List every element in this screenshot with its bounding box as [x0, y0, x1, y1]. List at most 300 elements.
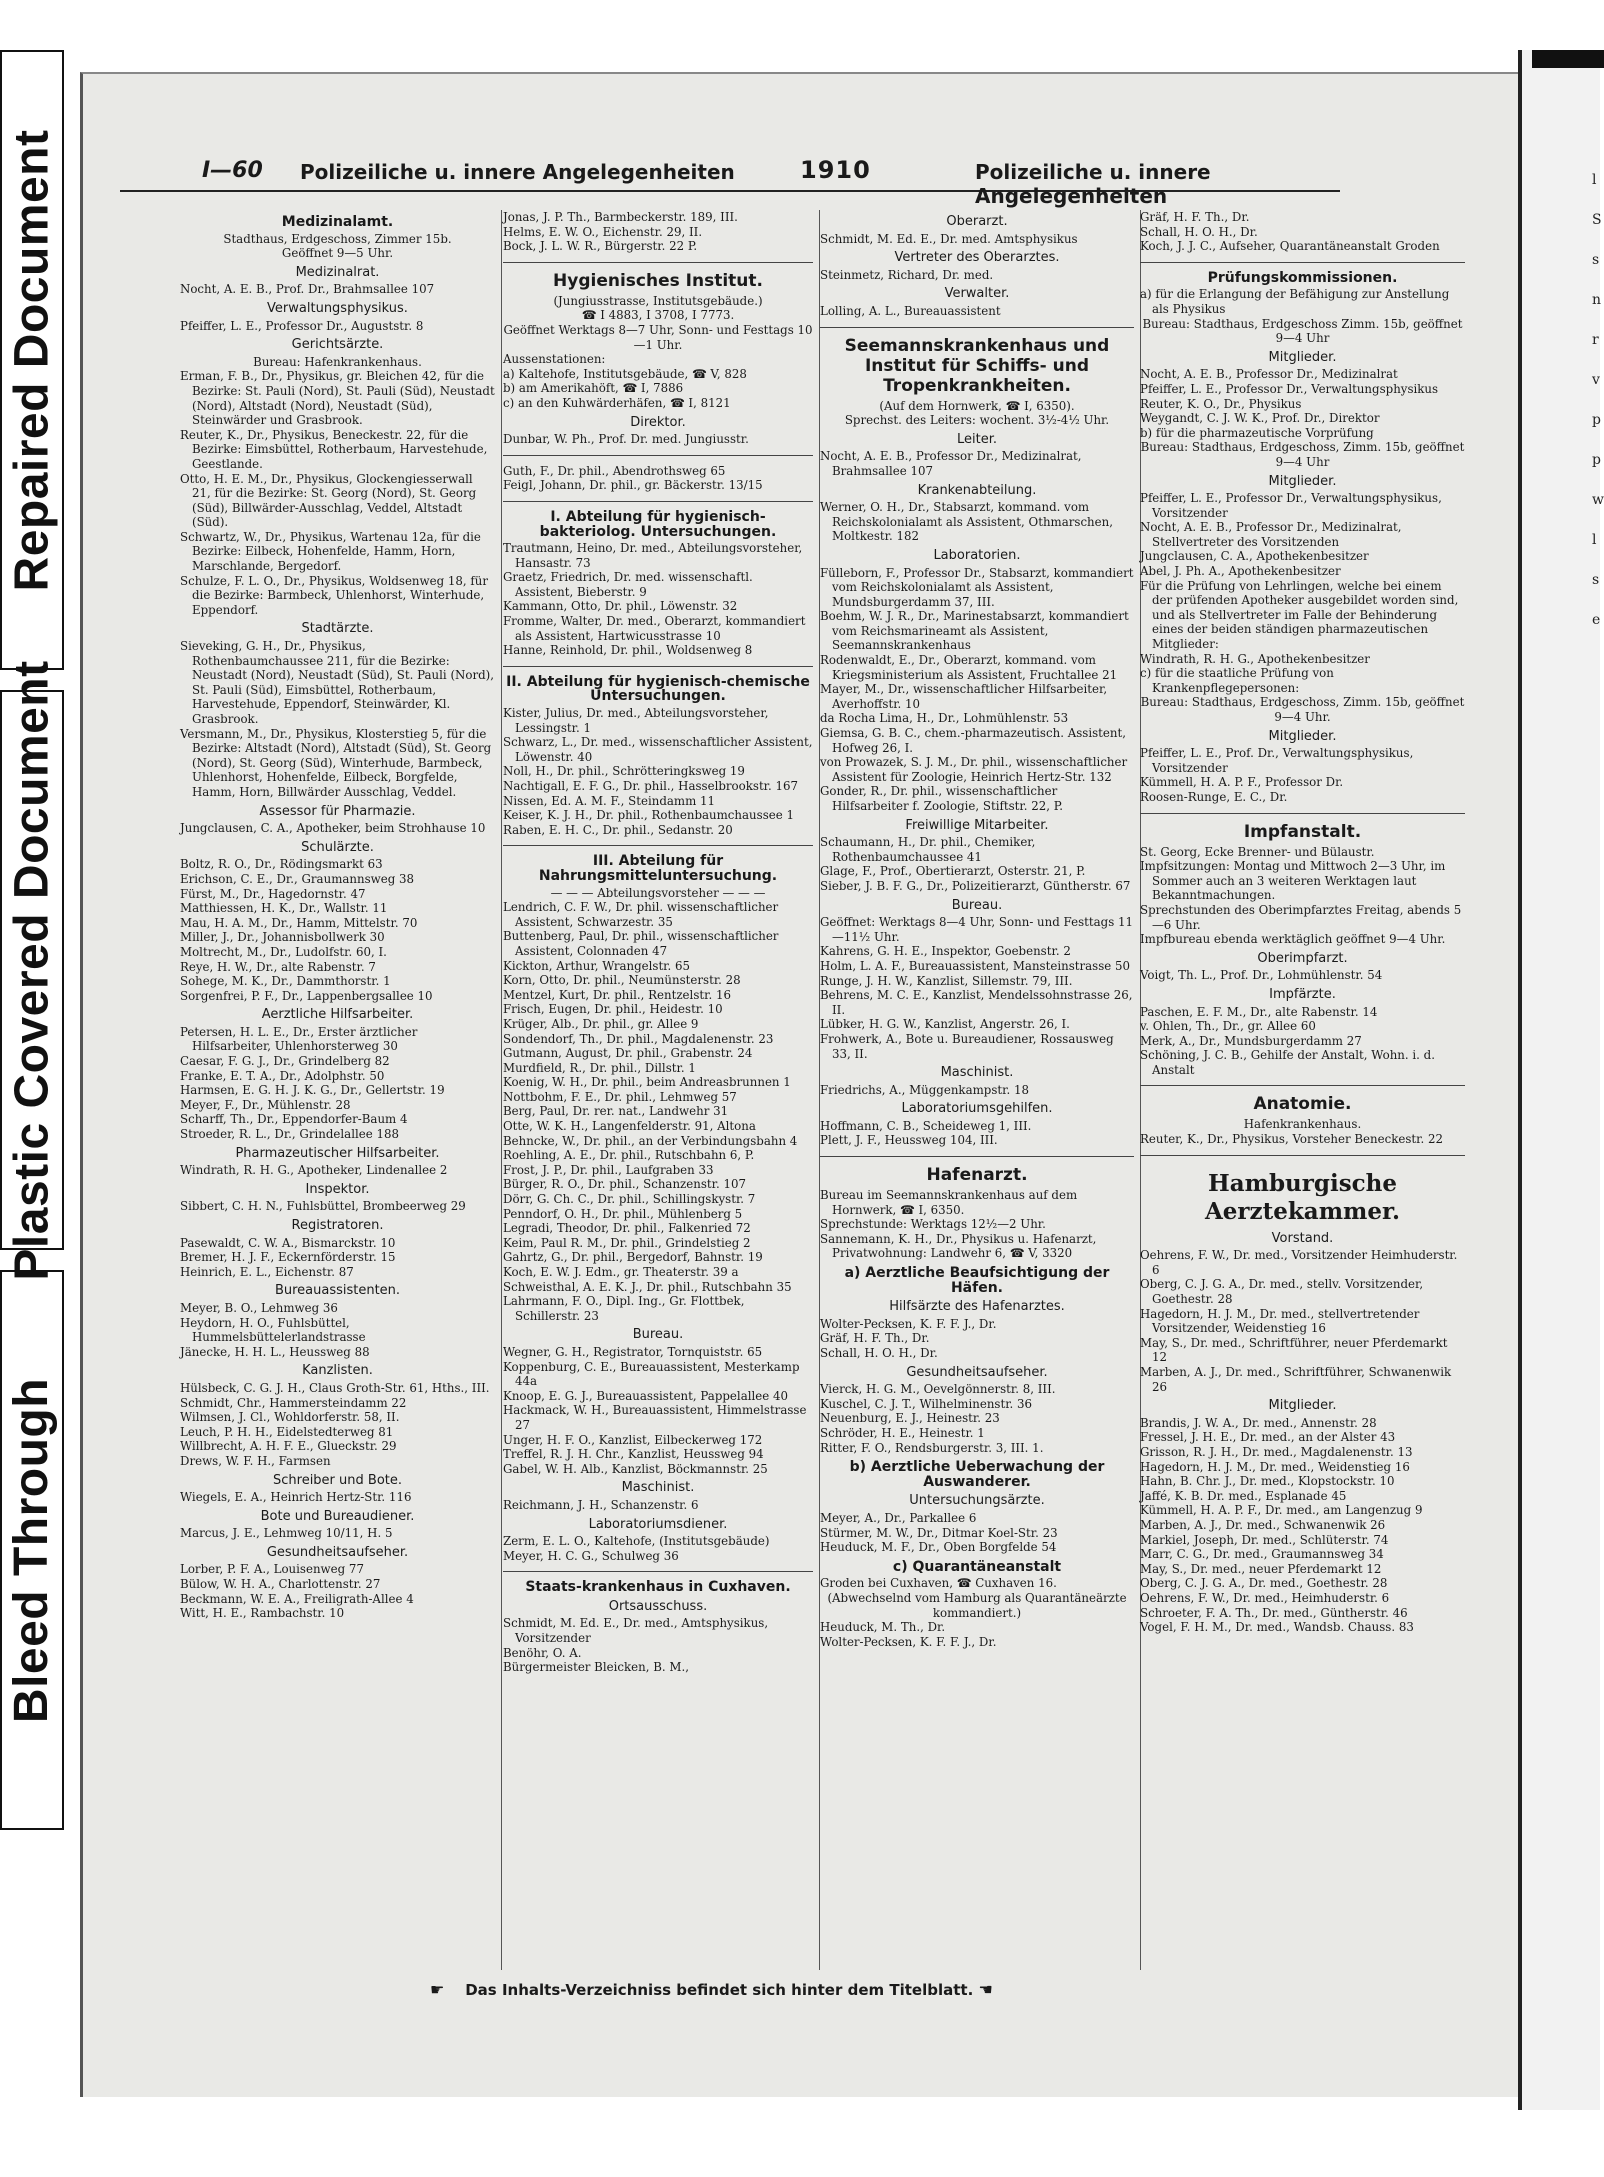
directory-entry: Dunbar, W. Ph., Prof. Dr. med. Jungiusstr.	[503, 432, 749, 447]
pointing-hand-left-icon: ☛	[430, 1980, 445, 1999]
directory-entry: Paschen, E. F. M., Dr., alte Rabenstr. 14	[1140, 1004, 1378, 1019]
directory-entry: Knoop, E. G. J., Bureauassistent, Pappelallee 40	[503, 1388, 788, 1403]
directory-entry: Giemsa, G. B. C., chem.-pharmazeutisch. Assistent, Hofweg 26, I.	[820, 726, 1126, 755]
edge-letter: n	[1592, 292, 1602, 308]
divider-rule	[503, 501, 813, 502]
sub-heading: Verwaltungsphysikus.	[267, 300, 408, 316]
directory-entry: Pfeiffer, L. E., Professor Dr., Auguststr. 8	[180, 318, 424, 333]
directory-entry: Wiegels, E. A., Heinrich Hertz-Str. 116	[180, 1490, 412, 1505]
directory-entry: Nottbohm, F. E., Dr. phil., Lehmweg 57	[503, 1089, 737, 1104]
directory-entry: Oehrens, F. W., Dr. med., Heimhuderstr. 6	[1140, 1590, 1390, 1605]
institution-heading: Impfanstalt.	[1243, 821, 1362, 842]
directory-entry: Graetz, Friedrich, Dr. med. wissenschaftl. Assistent, Bieberstr. 9	[503, 570, 753, 599]
header-year: 1910	[800, 156, 871, 184]
directory-entry: Behrens, M. C. E., Kanzlist, Mendelssohnstrasse 26, II.	[820, 988, 1133, 1017]
directory-entry: b) am Amerikahöft, ☎ I, 7886	[503, 381, 684, 396]
directory-entry: Weygandt, C. J. W. K., Prof. Dr., Direktor	[1140, 411, 1380, 426]
column-4	[1140, 210, 1465, 1970]
directory-entry: Wolter-Pecksen, K. F. F. J., Dr.	[820, 1316, 997, 1331]
directory-entry: Für die Prüfung von Lehrlingen, welche bei einem der prüfenden Apotheker ausgebildet worden sind, und als Stellvertreter im Falle der Behinderung eines der beiden ständigen pharmazeutischen Mitglieder:	[1140, 578, 1459, 652]
directory-entry: Koch, J. J. C., Aufseher, Quarantäneanstalt Groden	[1140, 239, 1440, 254]
sub-heading: Kanzlisten.	[302, 1363, 373, 1379]
edge-black-mark	[1532, 50, 1604, 68]
sub-heading: Laboratorien.	[933, 547, 1021, 563]
info-line: Stadthaus, Erdgeschoss, Zimmer 15b.	[223, 231, 452, 246]
directory-entry: Oberg, C. J. G. A., Dr. med., stellv. Vorsitzender, Goethestr. 28	[1140, 1277, 1424, 1307]
directory-entry: Frost, J. P., Dr. phil., Laufgraben 33	[503, 1162, 714, 1177]
directory-entry: Jonas, J. P. Th., Barmbeckerstr. 189, III.	[503, 210, 738, 224]
directory-entry: Penndorf, O. H., Dr. phil., Mühlenberg 5	[503, 1206, 743, 1221]
directory-entry: Drews, W. F. H., Farmsen	[180, 1453, 331, 1468]
section-heading: II. Abteilung für hygienisch-chemische Untersuchungen.	[506, 673, 810, 705]
directory-entry: Willbrecht, A. H. F. E., Glueckstr. 29	[180, 1439, 397, 1454]
directory-entry: Reuter, K., Dr., Physikus, Beneckestr. 22, für die Bezirke: Eimsbüttel, Rotherbaum, Harvestehude, Geestlande.	[180, 427, 488, 471]
directory-entry: Nocht, A. E. B., Professor Dr., Medizinalrat, Stellvertreter des Vorsitzenden	[1140, 520, 1402, 549]
directory-entry: von Prowazek, S. J. M., Dr. phil., wissenschaftlicher Assistent für Zoologie, Heinrich Hertz-Str. 132	[820, 755, 1128, 784]
directory-entry: Kammann, Otto, Dr. phil., Löwenstr. 32	[503, 599, 738, 614]
section-heading: b) Aerztliche Ueberwachung der Auswanderer.	[849, 1459, 1105, 1490]
directory-entry: Stroeder, R. L., Dr., Grindelallee 188	[180, 1127, 399, 1142]
directory-entry: Gabel, W. H. Alb., Kanzlist, Böckmannstr. 25	[503, 1461, 768, 1476]
directory-entry: Bürger, R. O., Dr. phil., Schanzenstr. 107	[503, 1177, 747, 1192]
directory-entry: Nocht, A. E. B., Professor Dr., Medizinalrat, Brahmsallee 107	[820, 449, 1082, 478]
sub-heading: Bote und Bureaudiener.	[260, 1508, 415, 1524]
directory-entry: Oberg, C. J. G. A., Dr. med., Goethestr. 28	[1140, 1576, 1388, 1591]
directory-entry: Oehrens, F. W., Dr. med., Vorsitzender Heimhuderstr. 6	[1140, 1248, 1458, 1277]
directory-entry: Otto, H. E. M., Dr., Physikus, Glockengiesserwall 21, für die Bezirke: St. Georg (Nord), St. Georg (Süd), Billwärder-Ausschlag, Veddel, Altstadt (Süd).	[180, 471, 477, 530]
directory-entry: Schmidt, M. Ed. E., Dr. med. Amtsphysikus	[820, 231, 1078, 246]
directory-entry: Plett, J. F., Heussweg 104, III.	[820, 1133, 998, 1148]
directory-entry: Hoffmann, C. B., Scheideweg 1, III.	[820, 1118, 1032, 1133]
info-line: (Auf dem Hornwerk, ☎ I, 6350).	[879, 398, 1075, 413]
directory-entry: Ritter, F. O., Rendsburgerstr. 3, III. 1.	[820, 1440, 1044, 1455]
sub-heading: Schreiber und Bote.	[273, 1472, 402, 1488]
directory-entry: Kahrens, G. H. E., Inspektor, Goebenstr. 2	[820, 944, 1071, 959]
info-line: Bureau: Stadthaus, Erdgeschoss Zimm. 15b, geöffnet 9—4 Uhr	[1142, 316, 1463, 346]
directory-entry: Roehling, A. E., Dr. phil., Rutschbahn 6, P.	[503, 1148, 755, 1163]
sub-heading: Assessor für Pharmazie.	[259, 803, 416, 819]
directory-entry: Erman, F. B., Dr., Physikus, gr. Bleichen 42, für die Bezirke: St. Pauli (Nord), St. Pauli (Süd), Neustadt (Nord), Altstadt (Nord), Neustadt (Süd), Steinwärder und Grasbrook.	[180, 369, 495, 428]
directory-entry: Nachtigall, E. F. G., Dr. phil., Hasselbrookstr. 167	[503, 779, 799, 793]
directory-entry: v. Ohlen, Th., Dr., gr. Allee 60	[1140, 1019, 1316, 1034]
directory-entry: Merk, A., Dr., Mundsburgerdamm 27	[1140, 1033, 1362, 1048]
directory-entry: Sieveking, G. H., Dr., Physikus, Rothenbaumchaussee 211, für die Bezirke: Neustadt (Nord), Neustadt (Süd), St. Pauli (Nord), St. Pauli (Süd), Eimsbüttel, Rotherbaum, Harvestehude, Eppendorf, Steinwärder, Kl. Grasbrook.	[180, 639, 495, 726]
directory-entry: Jungclausen, C. A., Apothekenbesitzer	[1140, 549, 1369, 564]
directory-entry: Harmsen, E. G. H. J. K. G., Dr., Gellertstr. 19	[180, 1083, 445, 1098]
directory-entry: Treffel, R. J. H. Chr., Kanzlist, Heussweg 94	[503, 1447, 764, 1462]
directory-entry: Meyer, F., Dr., Mühlenstr. 28	[180, 1097, 351, 1112]
section-heading: Prüfungskommissionen.	[1207, 269, 1398, 286]
info-line: ☎ I 4883, I 3708, I 7773.	[581, 308, 735, 323]
directory-entry: Jungclausen, C. A., Apotheker, beim Strohhause 10	[180, 821, 486, 836]
section-heading: a) Aerztliche Beaufsichtigung der Häfen.	[844, 1265, 1110, 1296]
plastic-covered-tag	[0, 659, 64, 1281]
directory-entry: Windrath, R. H. G., Apotheker, Lindenallee 2	[180, 1163, 448, 1178]
directory-entry: Boehm, W. J. R., Dr., Marinestabsarzt, kommandiert vom Reichsmarineamt als Assistent, Seemannskrankenhaus	[820, 609, 1129, 653]
directory-entry: Gonder, R., Dr. phil., wissenschaftlicher Hilfsarbeiter f. Zoologie, Stiftstr. 22, P.	[820, 784, 1064, 813]
divider-rule	[1140, 1155, 1465, 1156]
directory-entry: Korn, Otto, Dr. phil., Neumünsterstr. 28	[503, 973, 741, 988]
sub-heading: Freiwillige Mitarbeiter.	[905, 817, 1049, 833]
edge-letter: l	[1592, 172, 1597, 188]
directory-entry: Abel, J. Ph. A., Apothekenbesitzer	[1140, 564, 1341, 579]
sub-heading: Krankenabteilung.	[917, 482, 1037, 498]
directory-entry: Lorber, P. F. A., Louisenweg 77	[180, 1562, 364, 1577]
sub-heading: Bureauassistenten.	[274, 1283, 401, 1299]
sub-heading: Aerztliche Hilfsarbeiter.	[261, 1007, 414, 1023]
directory-entry: Caesar, F. G. J., Dr., Grindelberg 82	[180, 1054, 390, 1069]
edge-letter: S	[1592, 212, 1602, 228]
directory-entry: Heinrich, E. L., Eichenstr. 87	[180, 1264, 354, 1279]
info-line: Geöffnet Werktags 8—7 Uhr, Sonn- und Festtags 10—1 Uhr.	[503, 322, 813, 352]
directory-entry: Schmidt, Chr., Hammersteindamm 22	[180, 1395, 407, 1410]
sub-heading: Mitglieder.	[1268, 728, 1337, 744]
directory-entry: da Rocha Lima, H., Dr., Lohmühlenstr. 53	[820, 711, 1069, 726]
directory-entry: c) für die staatliche Prüfung von Krankenpflegepersonen:	[1140, 666, 1334, 695]
directory-entry: Reuter, K., Dr., Physikus, Vorsteher Beneckestr. 22	[1140, 1132, 1444, 1147]
directory-entry: Friedrichs, A., Müggenkampstr. 18	[820, 1082, 1029, 1097]
directory-entry: Hanne, Reinhold, Dr. phil., Woldsenweg 8	[503, 643, 753, 658]
directory-entry: Bureau im Seemannskrankenhaus auf dem Hornwerk, ☎ I, 6350.	[820, 1188, 1078, 1217]
directory-entry: Impfsitzungen: Montag und Mittwoch 2—3 Uhr, im Sommer auch an 3 weiteren Werktagen laut Bekanntmachungen.	[1140, 859, 1446, 903]
directory-entry: Schmidt, M. Ed. E., Dr. med., Amtsphysikus, Vorsitzender	[503, 1616, 769, 1646]
directory-entry: Bremer, H. J. F., Eckernförderstr. 15	[180, 1250, 396, 1265]
section-heading: III. Abteilung für Nahrungsmitteluntersuchung.	[538, 853, 778, 884]
sub-heading: Vorstand.	[1271, 1230, 1334, 1246]
sub-heading: Direktor.	[630, 414, 686, 430]
directory-entry: Koppenburg, C. E., Bureauassistent, Mesterkamp 44a	[503, 1359, 800, 1389]
directory-entry: Gräf, H. F. Th., Dr.	[1140, 210, 1250, 224]
directory-entry: Sprechstunde: Werktags 12½—2 Uhr.	[820, 1217, 1046, 1232]
directory-entry: a) Kaltehofe, Institutsgebäude, ☎ V, 828	[503, 366, 747, 381]
page-number: I—60	[202, 158, 263, 183]
adjacent-page-edge	[1518, 50, 1604, 2110]
directory-entry: Franke, E. T. A., Dr., Adolphstr. 50	[180, 1068, 385, 1083]
directory-entry: Impfbureau ebenda werktäglich geöffnet 9—4 Uhr.	[1140, 932, 1446, 947]
directory-entry: a) für die Erlangung der Befähigung zur Anstellung als Physikus	[1140, 287, 1450, 316]
directory-entry: Heuduck, M. Th., Dr.	[820, 1620, 946, 1635]
directory-entry: Hahn, B. Chr. J., Dr. med., Klopstockstr. 10	[1140, 1474, 1395, 1489]
directory-entry: Kickton, Arthur, Wrangelstr. 65	[503, 958, 691, 973]
directory-entry: Helms, E. W. O., Eichenstr. 29, II.	[503, 224, 703, 239]
directory-entry: Jänecke, H. H. L., Heussweg 88	[180, 1344, 370, 1359]
sub-heading: Medizinalrat.	[295, 264, 380, 280]
directory-entry: Bülow, W. H. A., Charlottenstr. 27	[180, 1577, 381, 1592]
directory-entry: Aussenstationen:	[503, 352, 606, 367]
directory-entry: Groden bei Cuxhaven, ☎ Cuxhaven 16.	[820, 1576, 1057, 1591]
directory-entry: Zerm, E. L. O., Kaltehofe, (Institutsgebäude)	[503, 1534, 770, 1549]
directory-entry: Lahrmann, F. O., Dipl. Ing., Gr. Flottbek, Schillerstr. 23	[503, 1294, 745, 1323]
sub-heading: Impfärzte.	[1269, 986, 1336, 1002]
directory-entry: Kuschel, C. J. T., Wilhelminenstr. 36	[820, 1396, 1033, 1411]
directory-entry: Unger, H. F. O., Kanzlist, Eilbeckerweg 172	[503, 1432, 763, 1447]
directory-entry: Heuduck, M. F., Dr., Oben Borgfelde 54	[820, 1540, 1057, 1555]
repaired-document-tag	[0, 50, 64, 670]
edge-letter: r	[1592, 332, 1599, 348]
directory-entry: Geöffnet: Werktags 8—4 Uhr, Sonn- und Festtags 11—11½ Uhr.	[820, 915, 1134, 944]
directory-entry: Schaumann, H., Dr. phil., Chemiker, Rothenbaumchaussee 41	[820, 835, 1036, 864]
directory-entry: Meyer, A., Dr., Parkallee 6	[820, 1510, 977, 1525]
directory-entry: May, S., Dr. med., neuer Pferdemarkt 12	[1140, 1561, 1382, 1576]
directory-entry: Stürmer, M. W., Dr., Ditmar Koel-Str. 23	[820, 1525, 1058, 1540]
sub-heading: Ortsausschuss.	[608, 1598, 708, 1614]
directory-entry: Vierck, H. G. M., Oevelgönnerstr. 8, III.	[820, 1382, 1056, 1397]
divider-rule	[503, 1571, 813, 1572]
institution-heading: Seemannskrankenhaus und Institut für Schiffs- und Tropenkrankheiten.	[844, 335, 1110, 396]
directory-entry: Miller, J., Dr., Johannisbollwerk 30	[180, 930, 385, 945]
sub-heading: Hilfsärzte des Hafenarztes.	[889, 1299, 1065, 1315]
sub-heading: Verwalter.	[944, 286, 1010, 302]
divider-rule	[503, 845, 813, 846]
directory-entry: Boltz, R. O., Dr., Rödingsmarkt 63	[180, 857, 383, 872]
directory-entry: Raben, E. H. C., Dr. phil., Sedanstr. 20	[503, 822, 733, 837]
directory-entry: Kister, Julius, Dr. med., Abteilungsvorsteher, Lessingstr. 1	[503, 706, 769, 735]
directory-entry: Pfeiffer, L. E., Professor Dr., Verwaltungsphysikus, Vorsitzender	[1140, 491, 1442, 520]
directory-entry: Wolter-Pecksen, K. F. F. J., Dr.	[820, 1634, 997, 1649]
info-line: Geöffnet 9—5 Uhr.	[281, 246, 394, 261]
info-line: — — — Abteilungsvorsteher — — —	[550, 885, 766, 900]
divider-rule	[503, 262, 813, 263]
sub-heading: Mitglieder.	[1268, 1398, 1337, 1414]
directory-entry: Schwarz, L., Dr. med., wissenschaftlicher Assistent, Löwenstr. 40	[503, 735, 813, 764]
directory-entry: Matthiessen, H. K., Dr., Wallstr. 11	[180, 901, 388, 916]
directory-entry: Trautmann, Heino, Dr. med., Abteilungsvorsteher, Hansastr. 73	[503, 541, 803, 570]
directory-entry: Dörr, G. Ch. C., Dr. phil., Schillingskystr. 7	[503, 1192, 756, 1207]
sub-heading: Oberimpfarzt.	[1257, 950, 1348, 966]
directory-entry: Schall, H. O. H., Dr.	[820, 1346, 938, 1360]
header-title-right: Polizeiliche u. innere Angelegenheiten	[975, 160, 1211, 208]
info-line: Bureau: Stadthaus, Erdgeschoss, Zimm. 15b, geöffnet 9—4 Uhr	[1140, 440, 1465, 469]
directory-entry: Moltrecht, M., Dr., Ludolfstr. 60, I.	[180, 944, 387, 959]
directory-entry: Schweisthal, A. E. K. J., Dr. phil., Rutschbahn 35	[503, 1279, 792, 1294]
directory-entry: Reuter, K. O., Dr., Physikus	[1140, 396, 1302, 411]
directory-entry: Berg, Paul, Dr. rer. nat., Landwehr 31	[503, 1104, 729, 1119]
info-line: Hafenkrankenhaus.	[1243, 1117, 1362, 1132]
directory-entry: Wegner, G. H., Registrator, Tornquiststr. 65	[503, 1344, 763, 1359]
sub-heading: Gesundheitsaufseher.	[266, 1544, 409, 1560]
edge-letter: l	[1592, 532, 1597, 548]
directory-entry: Krüger, Alb., Dr. phil., gr. Allee 9	[503, 1016, 699, 1031]
sub-heading: Mitglieder.	[1268, 473, 1337, 489]
directory-entry: May, S., Dr. med., Schriftführer, neuer Pferdemarkt 12	[1140, 1335, 1448, 1365]
info-line: (Jungiusstrasse, Institutsgebäude.)	[553, 293, 763, 308]
directory-entry: Murdfield, R., Dr. phil., Dillstr. 1	[503, 1060, 696, 1075]
directory-entry: Frisch, Eugen, Dr. phil., Heidestr. 10	[503, 1002, 723, 1017]
directory-entry: Reye, H. W., Dr., alte Rabenstr. 7	[180, 959, 376, 974]
edge-letter: p	[1592, 412, 1601, 428]
directory-entry: Meyer, H. C. G., Schulweg 36	[503, 1548, 679, 1563]
divider-rule	[1140, 1085, 1465, 1086]
directory-entry: Schöning, J. C. B., Gehilfe der Anstalt, Wohn. i. d. Anstalt	[1140, 1048, 1435, 1077]
header-title-left: Polizeiliche u. innere Angelegenheiten	[300, 160, 735, 184]
directory-entry: Benöhr, O. A.	[503, 1645, 582, 1660]
sub-heading: Gerichtsärzte.	[291, 337, 384, 353]
sub-heading: Maschinist.	[940, 1065, 1014, 1081]
page-header	[120, 150, 1340, 208]
edge-letter: e	[1592, 612, 1601, 628]
directory-entry: Sieber, J. B. F. G., Dr., Polizeitierarzt, Güntherstr. 67	[820, 878, 1131, 893]
directory-entry: Fürst, M., Dr., Hagedornstr. 47	[180, 886, 366, 901]
directory-entry: Hülsbeck, C. G. J. H., Claus Groth-Str. 61, Hths., III.	[180, 1380, 490, 1395]
directory-entry: Schröder, H. E., Heinestr. 1	[820, 1425, 985, 1440]
info-line: Sprechst. des Leiters: wochent. 3½-4½ Uhr.	[844, 413, 1110, 428]
divider-rule	[1140, 813, 1465, 814]
directory-entry: Hackmack, W. H., Bureauassistent, Himmelstrasse 27	[503, 1403, 807, 1432]
sub-heading: Oberarzt.	[946, 214, 1008, 229]
directory-entry: Schwartz, W., Dr., Physikus, Wartenau 12a, für die Bezirke: Eilbeck, Hohenfelde, Hamm, Horn, Marschlande, Bergedorf.	[180, 529, 481, 574]
directory-entry: Koch, E. W. J. Edm., gr. Theaterstr. 39 a	[503, 1265, 739, 1279]
sub-heading: Stadtärzte.	[301, 621, 374, 637]
directory-entry: Jaffé, K. B. Dr. med., Esplanade 45	[1140, 1488, 1347, 1503]
directory-entry: Marr, C. G., Dr. med., Graumannsweg 34	[1140, 1547, 1384, 1562]
institution-heading: Anatomie.	[1253, 1094, 1352, 1115]
column-2	[503, 210, 820, 1970]
directory-entry: Scharff, Th., Dr., Eppendorfer-Baum 4	[180, 1112, 408, 1127]
directory-entry: Fromme, Walter, Dr. med., Oberarzt, kommandiert als Assistent, Hartwicusstrasse 10	[503, 614, 806, 643]
directory-entry: c) an den Kuhwärderhäfen, ☎ I, 8121	[503, 395, 731, 410]
directory-entry: Sibbert, C. H. N., Fuhlsbüttel, Brombeerweg 29	[180, 1199, 466, 1214]
pointing-hand-right-icon: ☚	[978, 1980, 993, 1999]
directory-entry: Roosen-Runge, E. C., Dr.	[1140, 789, 1288, 804]
divider-rule	[820, 327, 1134, 328]
directory-entry: Schall, H. O. H., Dr.	[1140, 224, 1258, 239]
directory-entry: Hagedorn, H. J. M., Dr. med., stellvertretender Vorsitzender, Weidenstieg 16	[1140, 1306, 1420, 1336]
edge-letter: s	[1592, 572, 1600, 588]
directory-entry: Fülleborn, F., Professor Dr., Stabsarzt, kommandiert vom Reichskolonialamt als Assistent, Mundsburgerdamm 37, III.	[820, 565, 1134, 609]
directory-entry: Schulze, F. L. O., Dr., Physikus, Woldsenweg 18, für die Bezirke: Barmbeck, Uhlenhorst, Winterhude, Eppendorf.	[180, 573, 489, 617]
sub-heading: Inspektor.	[305, 1181, 370, 1197]
sub-heading: Mitglieder.	[1268, 349, 1337, 365]
directory-entry: Reichmann, J. H., Schanzenstr. 6	[503, 1497, 699, 1512]
directory-entry: Windrath, R. H. G., Apothekenbesitzer	[1140, 651, 1370, 666]
directory-entry: Bock, J. L. W. R., Bürgerstr. 22 P.	[503, 239, 698, 254]
sub-heading: Leiter.	[956, 431, 997, 447]
directory-entry: Runge, J. H. W., Kanzlist, Sillemstr. 79, III.	[820, 973, 1073, 988]
directory-entry: Rodenwaldt, E., Dr., Oberarzt, kommand. vom Kriegsministerium als Assistent, Fruchtallee 21	[820, 653, 1118, 682]
directory-entry: Erichson, C. E., Dr., Graumannsweg 38	[180, 871, 415, 886]
directory-entry: Koenig, W. H., Dr. phil., beim Andreasbrunnen 1	[503, 1075, 791, 1090]
directory-entry: Mentzel, Kurt, Dr. phil., Rentzelstr. 16	[503, 987, 731, 1002]
directory-entry: b) für die pharmazeutische Vorprüfung	[1140, 425, 1374, 440]
sub-heading: Maschinist.	[621, 1480, 695, 1496]
directory-entry: Lendrich, C. F. W., Dr. phil. wissenschaftlicher Assistent, Schwarzestr. 35	[503, 900, 779, 929]
directory-entry: Markiel, Joseph, Dr. med., Schlüterstr. 74	[1140, 1532, 1389, 1547]
info-line: (Abwechselnd vom Hamburg als Quarantäneärzte kommandiert.)	[827, 1590, 1127, 1620]
divider-rule	[503, 666, 813, 667]
institution-heading: Hygienisches Institut.	[553, 270, 763, 291]
directory-entry: Werner, O. H., Dr., Stabsarzt, kommand. vom Reichskolonialamt als Assistent, Othmarschen, Moltkestr. 182	[820, 500, 1113, 544]
directory-entry: Otte, W. K. H., Langenfelderstr. 91, Altona	[503, 1119, 756, 1134]
directory-entry: Sprechstunden des Oberimpfarztes Freitag, abends 5—6 Uhr.	[1140, 902, 1462, 932]
chamber-heading: Hamburgische Aerztekammer.	[1204, 1169, 1401, 1225]
directory-entry: Behncke, W., Dr. phil., an der Verbindungsbahn 4	[503, 1133, 798, 1148]
directory-entry: Pfeiffer, L. E., Prof. Dr., Verwaltungsphysikus, Vorsitzender	[1140, 746, 1414, 775]
info-line: Bureau: Hafenkrankenhaus.	[253, 354, 422, 369]
directory-entry: Petersen, H. L. E., Dr., Erster ärztlicher Hilfsarbeiter, Uhlenhorsterweg 30	[180, 1024, 418, 1054]
directory-entry: Neuenburg, E. J., Heinestr. 23	[820, 1411, 1000, 1426]
directory-entry: Heydorn, H. O., Fuhlsbüttel, Hummelsbüttelerlandstrasse	[180, 1315, 366, 1345]
directory-entry: Meyer, B. O., Lehmweg 36	[180, 1300, 338, 1315]
directory-entry: Beckmann, W. E. A., Freiligrath-Allee 4	[180, 1591, 414, 1606]
directory-entry: Steinmetz, Richard, Dr. med.	[820, 267, 994, 282]
section-heading: Staats-krankenhaus in Cuxhaven.	[525, 1579, 791, 1596]
directory-entry: Noll, H., Dr. phil., Schrötteringksweg 19	[503, 764, 745, 779]
bleed-through-tag	[0, 1270, 64, 1830]
sub-heading: Laboratoriumsdiener.	[588, 1516, 728, 1532]
divider-rule	[503, 455, 813, 456]
directory-entry: Pasewaldt, C. W. A., Bismarckstr. 10	[180, 1235, 396, 1250]
section-heading: Medizinalamt.	[281, 214, 394, 230]
directory-entry: Leuch, P. H. H., Eidelstedterweg 81	[180, 1424, 394, 1439]
directory-entry: Brandis, J. W. A., Dr. med., Annenstr. 28	[1140, 1415, 1377, 1430]
sub-heading: Bureau.	[951, 897, 1003, 913]
directory-entry: Bürgermeister Bleicken, B. M.,	[503, 1660, 689, 1675]
directory-entry: Sorgenfrei, P. F., Dr., Lappenbergsallee 10	[180, 988, 433, 1003]
info-line: Bureau: Stadthaus, Erdgeschoss, Zimm. 15b, geöffnet 9—4 Uhr.	[1140, 695, 1465, 724]
sub-heading: Untersuchungsärzte.	[909, 1493, 1045, 1509]
adjacent-page-letters	[1592, 160, 1604, 640]
directory-entry: Sondendorf, Th., Dr. phil., Magdalenenstr. 23	[503, 1031, 774, 1046]
edge-letter: s	[1592, 252, 1600, 268]
directory-entry: Fressel, J. H. E., Dr. med., an der Alster 43	[1140, 1430, 1396, 1445]
directory-entry: Nocht, A. E. B., Professor Dr., Medizinalrat	[1140, 367, 1398, 382]
directory-entry: Witt, H. E., Rambachstr. 10	[180, 1606, 345, 1621]
directory-entry: Gahrtz, G., Dr. phil., Bergedorf, Bahnstr. 19	[503, 1250, 763, 1265]
sub-heading: Registratoren.	[291, 1218, 384, 1233]
directory-entry: Sohege, M. K., Dr., Dammthorstr. 1	[180, 974, 391, 989]
directory-entry: St. Georg, Ecke Brenner- und Bülaustr.	[1140, 844, 1375, 859]
directory-entry: Guth, F., Dr. phil., Abendrothsweg 65	[503, 463, 726, 478]
directory-entry: Legradi, Theodor, Dr. phil., Falkenried 72	[503, 1221, 751, 1236]
directory-entry: Buttenberg, Paul, Dr. phil., wissenschaftlicher Assistent, Colonnaden 47	[503, 929, 779, 958]
directory-entry: Nocht, A. E. B., Prof. Dr., Brahmsallee 107	[180, 282, 435, 297]
directory-entry: Pfeiffer, L. E., Professor Dr., Verwaltungsphysikus	[1140, 381, 1439, 396]
directory-entry: Voigt, Th. L., Prof. Dr., Lohmühlenstr. 54	[1140, 968, 1383, 983]
footer-text: Das Inhalts-Verzeichniss befindet sich hinter dem Titelblatt.	[465, 1981, 974, 1999]
directory-entry: Versmann, M., Dr., Physikus, Klosterstieg 5, für die Bezirke: Altstadt (Nord), Altstadt (Süd), St. Georg (Nord), St. Georg (Süd), Winterhude, Barmbeck, Uhlenhorst, Hohenfelde, Eilbeck, Borgfelde, Hamm, Horn, Billwärder Ausschlag, Veddel.	[180, 726, 492, 799]
directory-entry: Grisson, R. J. H., Dr. med., Magdalenenstr. 13	[1140, 1444, 1413, 1459]
institution-heading: Hafenarzt.	[926, 1165, 1028, 1186]
directory-entry: Marben, A. J., Dr. med., Schwanenwik 26	[1140, 1517, 1386, 1532]
sub-heading: Schulärzte.	[301, 839, 374, 855]
directory-entry: Schroeter, F. A. Th., Dr. med., Güntherstr. 46	[1140, 1605, 1408, 1620]
repaired-document-label: Repaired Document	[5, 129, 59, 591]
directory-entry: Lolling, A. L., Bureauassistent	[820, 303, 1001, 318]
column-1	[180, 210, 502, 1970]
directory-entry: Keim, Paul R. M., Dr. phil., Grindelstieg 2	[503, 1235, 751, 1250]
sub-heading: Vertreter des Oberarztes.	[894, 250, 1060, 266]
directory-entry: Hagedorn, H. J. M., Dr. med., Weidenstieg 16	[1140, 1459, 1410, 1474]
sub-heading: Pharmazeutischer Hilfsarbeiter.	[235, 1145, 440, 1161]
divider-rule	[820, 1156, 1134, 1157]
divider-rule	[1140, 262, 1465, 263]
directory-entry: Gräf, H. F. Th., Dr.	[820, 1331, 930, 1346]
plastic-covered-label: Plastic Covered Document	[5, 659, 59, 1281]
directory-entry: Holm, L. A. F., Bureauassistent, Mansteinstrasse 50	[820, 958, 1131, 973]
directory-entry: Sannemann, K. H., Dr., Physikus u. Hafenarzt, Privatwohnung: Landwehr 6, ☎ V, 3320	[820, 1231, 1097, 1261]
conservation-tags	[0, 50, 64, 1830]
directory-entry: Nissen, Ed. A. M. F., Steindamm 11	[503, 793, 716, 808]
directory-entry: Vogel, F. H. M., Dr. med., Wandsb. Chauss. 83	[1140, 1620, 1414, 1635]
section-heading: I. Abteilung für hygienisch-bakteriolog. Untersuchungen.	[539, 508, 777, 540]
section-heading: c) Quarantäneanstalt	[892, 1558, 1062, 1575]
bleed-through-label: Bleed Through	[5, 1377, 59, 1723]
directory-entry: Kümmell, H. A. P. F., Professor Dr.	[1140, 775, 1344, 790]
directory-entry: Wilmsen, J. Cl., Wohldorferstr. 58, II.	[180, 1410, 400, 1425]
directory-entry: Glage, F., Prof., Obertierarzt, Osterstr. 21, P.	[820, 864, 1086, 879]
sub-heading: Bureau.	[632, 1327, 684, 1343]
sub-heading: Laboratoriumsgehilfen.	[901, 1101, 1053, 1117]
